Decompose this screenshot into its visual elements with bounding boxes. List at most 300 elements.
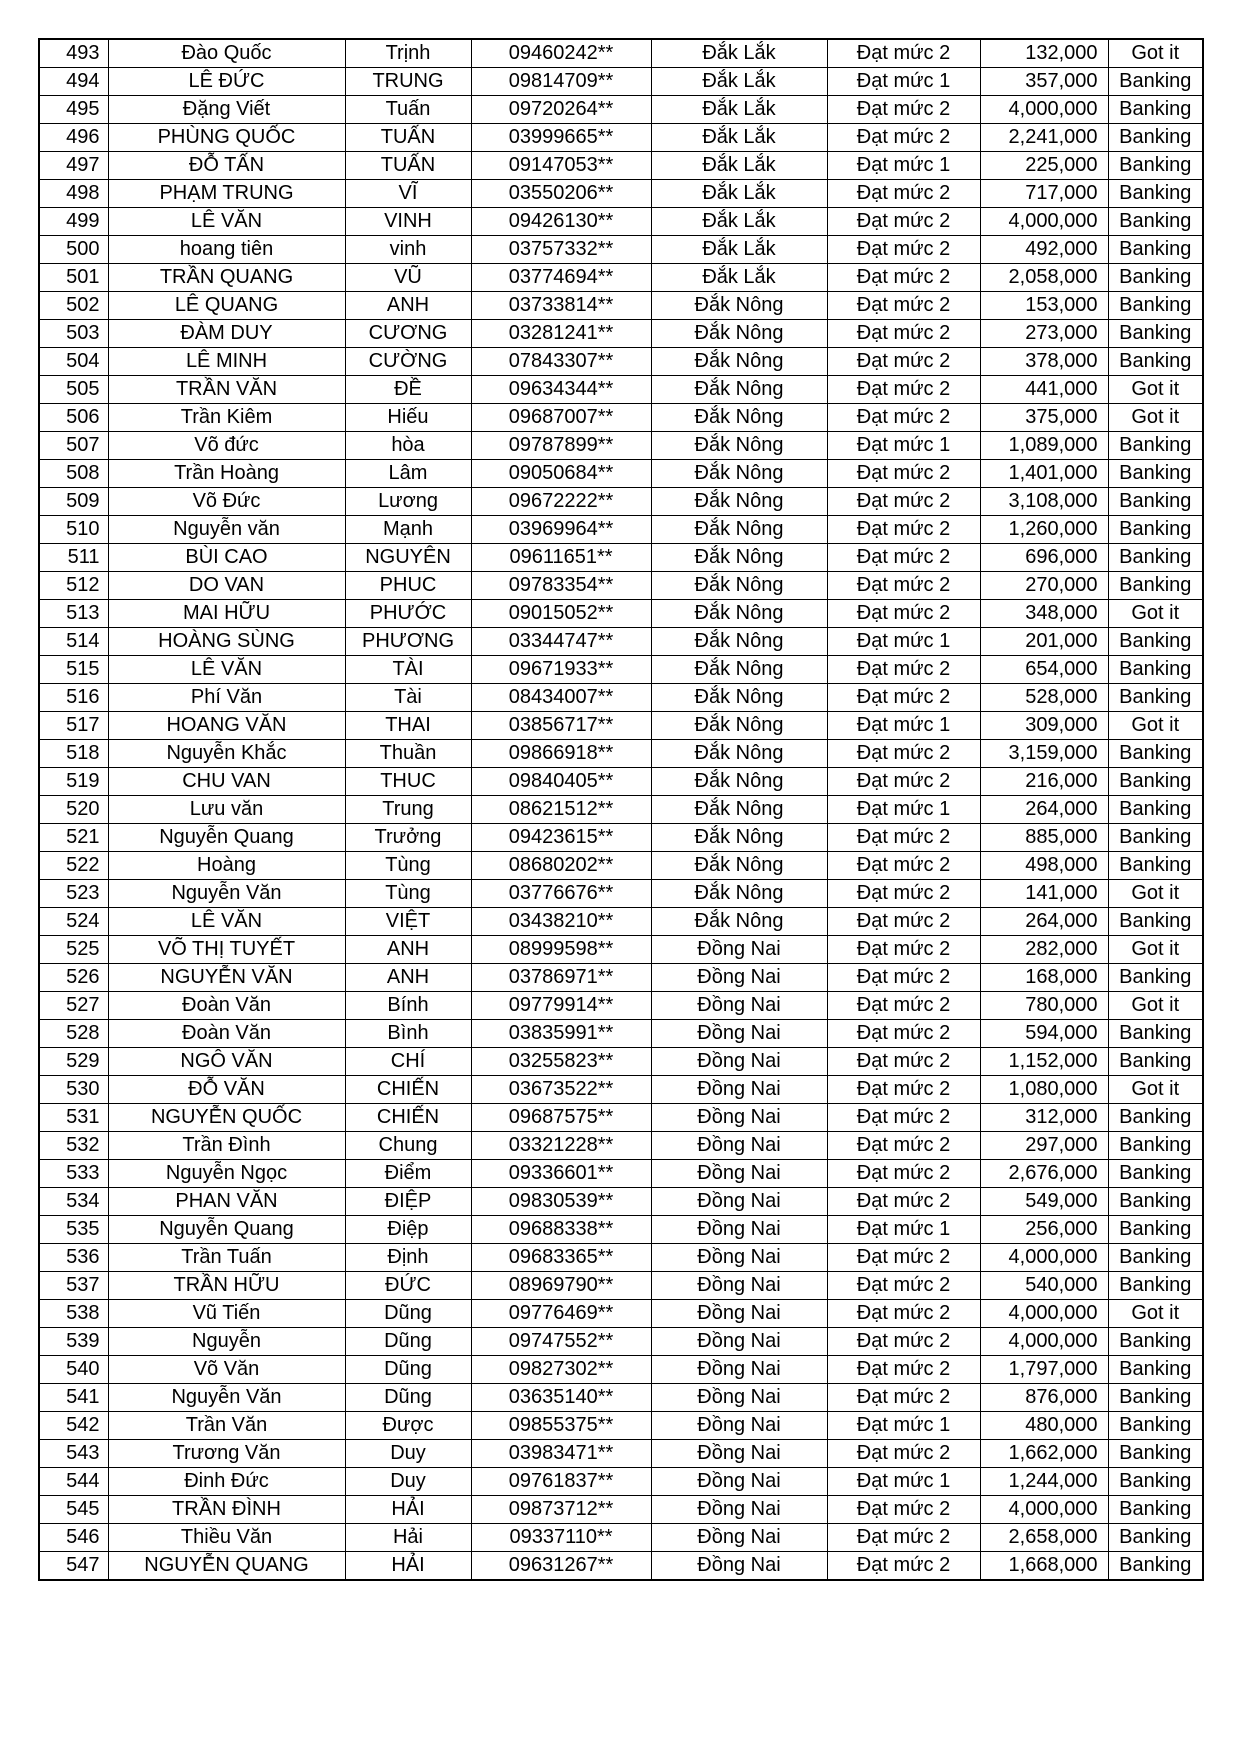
cell-province: Đắk Nông — [651, 768, 827, 796]
table-row — [39, 264, 1203, 292]
cell-row-number: 539 — [39, 1328, 108, 1356]
cell-row-number: 543 — [39, 1440, 108, 1468]
cell-amount: 2,676,000 — [980, 1160, 1108, 1188]
cell-last-middle-name: Nguyễn Quang — [108, 1216, 345, 1244]
cell-amount: 264,000 — [980, 796, 1108, 824]
cell-row-number: 537 — [39, 1272, 108, 1300]
cell-province: Đắk Nông — [651, 572, 827, 600]
cell-first-name: CƯỜNG — [345, 348, 471, 376]
cell-first-name: Trưởng — [345, 824, 471, 852]
cell-last-middle-name: Trần Hoàng — [108, 460, 345, 488]
cell-province: Đồng Nai — [651, 1356, 827, 1384]
cell-prize-level: Đạt mức 2 — [827, 376, 980, 404]
cell-last-middle-name: NGÔ VĂN — [108, 1048, 345, 1076]
table-row — [39, 1244, 1203, 1272]
cell-prize-level: Đạt mức 2 — [827, 124, 980, 152]
cell-province: Đắk Nông — [651, 292, 827, 320]
cell-row-number: 497 — [39, 152, 108, 180]
cell-first-name: ANH — [345, 936, 471, 964]
cell-row-number: 522 — [39, 852, 108, 880]
table-body — [39, 39, 1203, 1580]
cell-last-middle-name: Hoàng — [108, 852, 345, 880]
cell-row-number: 498 — [39, 180, 108, 208]
cell-phone-number: 03999665** — [471, 124, 651, 152]
cell-amount: 168,000 — [980, 964, 1108, 992]
cell-amount: 216,000 — [980, 768, 1108, 796]
cell-last-middle-name: PHÙNG QUỐC — [108, 124, 345, 152]
cell-phone-number: 09423615** — [471, 824, 651, 852]
cell-first-name: vinh — [345, 236, 471, 264]
cell-province: Đắk Nông — [651, 348, 827, 376]
cell-prize-level: Đạt mức 2 — [827, 236, 980, 264]
cell-payment-method: Banking — [1108, 488, 1203, 516]
cell-province: Đắk Nông — [651, 320, 827, 348]
table-row — [39, 376, 1203, 404]
cell-province: Đắk Nông — [651, 404, 827, 432]
cell-payment-method: Banking — [1108, 1188, 1203, 1216]
cell-row-number: 520 — [39, 796, 108, 824]
cell-province: Đắk Nông — [651, 516, 827, 544]
cell-first-name: PHUC — [345, 572, 471, 600]
cell-amount: 264,000 — [980, 908, 1108, 936]
cell-province: Đắk Nông — [651, 908, 827, 936]
cell-phone-number: 09683365** — [471, 1244, 651, 1272]
cell-prize-level: Đạt mức 2 — [827, 180, 980, 208]
cell-row-number: 525 — [39, 936, 108, 964]
cell-province: Đồng Nai — [651, 1384, 827, 1412]
cell-prize-level: Đạt mức 2 — [827, 1300, 980, 1328]
cell-row-number: 545 — [39, 1496, 108, 1524]
cell-phone-number: 03774694** — [471, 264, 651, 292]
cell-payment-method: Banking — [1108, 1496, 1203, 1524]
cell-first-name: Duy — [345, 1468, 471, 1496]
cell-province: Đồng Nai — [651, 1468, 827, 1496]
cell-phone-number: 09672222** — [471, 488, 651, 516]
cell-province: Đắk Lắk — [651, 39, 827, 68]
cell-prize-level: Đạt mức 2 — [827, 1356, 980, 1384]
cell-payment-method: Got it — [1108, 1076, 1203, 1104]
cell-row-number: 511 — [39, 544, 108, 572]
cell-row-number: 502 — [39, 292, 108, 320]
cell-last-middle-name: Võ đức — [108, 432, 345, 460]
cell-payment-method: Banking — [1108, 152, 1203, 180]
table-row — [39, 320, 1203, 348]
cell-amount: 1,244,000 — [980, 1468, 1108, 1496]
cell-phone-number: 03835991** — [471, 1020, 651, 1048]
cell-amount: 1,668,000 — [980, 1552, 1108, 1581]
cell-last-middle-name: MAI HỮU — [108, 600, 345, 628]
cell-row-number: 519 — [39, 768, 108, 796]
cell-amount: 297,000 — [980, 1132, 1108, 1160]
table-row — [39, 628, 1203, 656]
cell-province: Đồng Nai — [651, 1216, 827, 1244]
cell-payment-method: Banking — [1108, 1468, 1203, 1496]
cell-first-name: VIỆT — [345, 908, 471, 936]
cell-prize-level: Đạt mức 2 — [827, 264, 980, 292]
cell-amount: 540,000 — [980, 1272, 1108, 1300]
table-row — [39, 712, 1203, 740]
cell-prize-level: Đạt mức 2 — [827, 1132, 980, 1160]
cell-last-middle-name: hoang tiên — [108, 236, 345, 264]
cell-amount: 309,000 — [980, 712, 1108, 740]
cell-province: Đắk Nông — [651, 376, 827, 404]
cell-payment-method: Banking — [1108, 768, 1203, 796]
cell-row-number: 496 — [39, 124, 108, 152]
cell-row-number: 540 — [39, 1356, 108, 1384]
cell-last-middle-name: PHẠM TRUNG — [108, 180, 345, 208]
cell-first-name: VINH — [345, 208, 471, 236]
cell-first-name: PHƯỚC — [345, 600, 471, 628]
table-row — [39, 1048, 1203, 1076]
cell-amount: 885,000 — [980, 824, 1108, 852]
cell-province: Đắk Nông — [651, 656, 827, 684]
cell-payment-method: Got it — [1108, 712, 1203, 740]
cell-phone-number: 09830539** — [471, 1188, 651, 1216]
cell-last-middle-name: VÕ THỊ TUYẾT — [108, 936, 345, 964]
cell-amount: 1,662,000 — [980, 1440, 1108, 1468]
cell-phone-number: 09747552** — [471, 1328, 651, 1356]
cell-first-name: Dũng — [345, 1300, 471, 1328]
table-row — [39, 1188, 1203, 1216]
cell-row-number: 517 — [39, 712, 108, 740]
cell-row-number: 521 — [39, 824, 108, 852]
table-row — [39, 516, 1203, 544]
table-row — [39, 544, 1203, 572]
cell-last-middle-name: Trần Kiêm — [108, 404, 345, 432]
cell-amount: 3,108,000 — [980, 488, 1108, 516]
cell-phone-number: 03673522** — [471, 1076, 651, 1104]
cell-last-middle-name: LÊ QUANG — [108, 292, 345, 320]
cell-province: Đắk Lắk — [651, 208, 827, 236]
cell-province: Đắk Lắk — [651, 68, 827, 96]
cell-amount: 2,241,000 — [980, 124, 1108, 152]
table-row — [39, 488, 1203, 516]
cell-first-name: HẢI — [345, 1552, 471, 1581]
cell-payment-method: Banking — [1108, 852, 1203, 880]
cell-last-middle-name: ĐÀM DUY — [108, 320, 345, 348]
cell-last-middle-name: Nguyễn văn — [108, 516, 345, 544]
cell-prize-level: Đạt mức 1 — [827, 152, 980, 180]
cell-payment-method: Banking — [1108, 236, 1203, 264]
cell-phone-number: 09688338** — [471, 1216, 651, 1244]
cell-row-number: 495 — [39, 96, 108, 124]
cell-row-number: 518 — [39, 740, 108, 768]
cell-row-number: 508 — [39, 460, 108, 488]
cell-phone-number: 03733814** — [471, 292, 651, 320]
cell-first-name: Tùng — [345, 880, 471, 908]
cell-first-name: Tùng — [345, 852, 471, 880]
cell-first-name: Thuần — [345, 740, 471, 768]
cell-first-name: ĐIỆP — [345, 1188, 471, 1216]
table-row — [39, 796, 1203, 824]
cell-last-middle-name: Đặng Viết — [108, 96, 345, 124]
cell-phone-number: 08680202** — [471, 852, 651, 880]
cell-prize-level: Đạt mức 2 — [827, 1524, 980, 1552]
cell-prize-level: Đạt mức 2 — [827, 96, 980, 124]
cell-prize-level: Đạt mức 2 — [827, 992, 980, 1020]
cell-row-number: 527 — [39, 992, 108, 1020]
cell-row-number: 533 — [39, 1160, 108, 1188]
cell-row-number: 515 — [39, 656, 108, 684]
cell-prize-level: Đạt mức 1 — [827, 796, 980, 824]
cell-amount: 4,000,000 — [980, 208, 1108, 236]
table-row — [39, 852, 1203, 880]
cell-province: Đồng Nai — [651, 1552, 827, 1581]
cell-last-middle-name: Vũ Tiến — [108, 1300, 345, 1328]
table-row — [39, 1412, 1203, 1440]
cell-prize-level: Đạt mức 2 — [827, 908, 980, 936]
cell-province: Đồng Nai — [651, 964, 827, 992]
cell-amount: 654,000 — [980, 656, 1108, 684]
cell-payment-method: Banking — [1108, 124, 1203, 152]
cell-row-number: 547 — [39, 1552, 108, 1581]
cell-payment-method: Banking — [1108, 208, 1203, 236]
cell-last-middle-name: Võ Đức — [108, 488, 345, 516]
cell-payment-method: Got it — [1108, 376, 1203, 404]
cell-province: Đắk Nông — [651, 712, 827, 740]
cell-last-middle-name: DO VAN — [108, 572, 345, 600]
cell-first-name: Tuấn — [345, 96, 471, 124]
cell-row-number: 536 — [39, 1244, 108, 1272]
cell-amount: 153,000 — [980, 292, 1108, 320]
table-row — [39, 908, 1203, 936]
cell-last-middle-name: Nguyễn Ngọc — [108, 1160, 345, 1188]
cell-prize-level: Đạt mức 2 — [827, 572, 980, 600]
cell-row-number: 541 — [39, 1384, 108, 1412]
cell-first-name: Được — [345, 1412, 471, 1440]
cell-amount: 492,000 — [980, 236, 1108, 264]
cell-payment-method: Banking — [1108, 656, 1203, 684]
cell-amount: 141,000 — [980, 880, 1108, 908]
table-row — [39, 824, 1203, 852]
cell-first-name: CƯƠNG — [345, 320, 471, 348]
cell-first-name: Điệp — [345, 1216, 471, 1244]
table-row — [39, 1300, 1203, 1328]
cell-payment-method: Banking — [1108, 264, 1203, 292]
cell-first-name: TUẤN — [345, 152, 471, 180]
cell-province: Đắk Lắk — [651, 236, 827, 264]
cell-prize-level: Đạt mức 2 — [827, 600, 980, 628]
cell-amount: 1,260,000 — [980, 516, 1108, 544]
cell-payment-method: Banking — [1108, 572, 1203, 600]
cell-phone-number: 03550206** — [471, 180, 651, 208]
table-row — [39, 236, 1203, 264]
cell-payment-method: Banking — [1108, 460, 1203, 488]
table-row — [39, 1272, 1203, 1300]
cell-amount: 549,000 — [980, 1188, 1108, 1216]
cell-first-name: Mạnh — [345, 516, 471, 544]
cell-prize-level: Đạt mức 1 — [827, 68, 980, 96]
cell-payment-method: Banking — [1108, 432, 1203, 460]
cell-province: Đắk Lắk — [651, 124, 827, 152]
cell-prize-level: Đạt mức 1 — [827, 712, 980, 740]
cell-first-name: Lương — [345, 488, 471, 516]
cell-prize-level: Đạt mức 2 — [827, 824, 980, 852]
table-row — [39, 39, 1203, 68]
cell-first-name: Dũng — [345, 1356, 471, 1384]
cell-payment-method: Banking — [1108, 544, 1203, 572]
cell-amount: 270,000 — [980, 572, 1108, 600]
cell-payment-method: Banking — [1108, 796, 1203, 824]
cell-amount: 717,000 — [980, 180, 1108, 208]
table-row — [39, 1496, 1203, 1524]
cell-province: Đắk Nông — [651, 432, 827, 460]
cell-first-name: HẢI — [345, 1496, 471, 1524]
cell-phone-number: 09337110** — [471, 1524, 651, 1552]
cell-prize-level: Đạt mức 2 — [827, 292, 980, 320]
cell-amount: 375,000 — [980, 404, 1108, 432]
cell-province: Đắk Nông — [651, 488, 827, 516]
cell-first-name: CHÍ — [345, 1048, 471, 1076]
cell-amount: 1,401,000 — [980, 460, 1108, 488]
cell-payment-method: Banking — [1108, 1216, 1203, 1244]
cell-phone-number: 09460242** — [471, 39, 651, 68]
table-row — [39, 404, 1203, 432]
cell-first-name: hòa — [345, 432, 471, 460]
cell-phone-number: 03438210** — [471, 908, 651, 936]
cell-payment-method: Banking — [1108, 1412, 1203, 1440]
cell-row-number: 531 — [39, 1104, 108, 1132]
cell-phone-number: 07843307** — [471, 348, 651, 376]
cell-last-middle-name: LÊ VĂN — [108, 208, 345, 236]
cell-payment-method: Banking — [1108, 1020, 1203, 1048]
cell-last-middle-name: TRẦN QUANG — [108, 264, 345, 292]
cell-first-name: ĐỀ — [345, 376, 471, 404]
cell-last-middle-name: LÊ ĐỨC — [108, 68, 345, 96]
cell-amount: 348,000 — [980, 600, 1108, 628]
cell-row-number: 503 — [39, 320, 108, 348]
table-row — [39, 1356, 1203, 1384]
cell-amount: 4,000,000 — [980, 1496, 1108, 1524]
cell-phone-number: 03757332** — [471, 236, 651, 264]
cell-payment-method: Banking — [1108, 292, 1203, 320]
cell-payment-method: Got it — [1108, 992, 1203, 1020]
cell-last-middle-name: LÊ VĂN — [108, 908, 345, 936]
cell-prize-level: Đạt mức 2 — [827, 1384, 980, 1412]
cell-prize-level: Đạt mức 1 — [827, 1468, 980, 1496]
cell-row-number: 501 — [39, 264, 108, 292]
cell-amount: 201,000 — [980, 628, 1108, 656]
cell-amount: 273,000 — [980, 320, 1108, 348]
cell-prize-level: Đạt mức 2 — [827, 320, 980, 348]
cell-prize-level: Đạt mức 2 — [827, 1104, 980, 1132]
cell-amount: 357,000 — [980, 68, 1108, 96]
cell-payment-method: Banking — [1108, 1440, 1203, 1468]
cell-phone-number: 09687575** — [471, 1104, 651, 1132]
cell-last-middle-name: Nguyễn Văn — [108, 880, 345, 908]
cell-payment-method: Banking — [1108, 964, 1203, 992]
table-row — [39, 992, 1203, 1020]
cell-province: Đắk Nông — [651, 600, 827, 628]
cell-last-middle-name: Trần Đình — [108, 1132, 345, 1160]
cell-province: Đồng Nai — [651, 1524, 827, 1552]
cell-phone-number: 09873712** — [471, 1496, 651, 1524]
cell-phone-number: 03255823** — [471, 1048, 651, 1076]
cell-phone-number: 09611651** — [471, 544, 651, 572]
table-row — [39, 1076, 1203, 1104]
cell-amount: 2,658,000 — [980, 1524, 1108, 1552]
cell-payment-method: Got it — [1108, 880, 1203, 908]
cell-payment-method: Banking — [1108, 1356, 1203, 1384]
cell-province: Đồng Nai — [651, 1076, 827, 1104]
cell-first-name: Bình — [345, 1020, 471, 1048]
cell-phone-number: 09671933** — [471, 656, 651, 684]
cell-row-number: 506 — [39, 404, 108, 432]
cell-prize-level: Đạt mức 2 — [827, 1020, 980, 1048]
cell-prize-level: Đạt mức 2 — [827, 936, 980, 964]
cell-last-middle-name: PHAN VĂN — [108, 1188, 345, 1216]
cell-phone-number: 09426130** — [471, 208, 651, 236]
cell-amount: 876,000 — [980, 1384, 1108, 1412]
cell-payment-method: Got it — [1108, 936, 1203, 964]
cell-prize-level: Đạt mức 2 — [827, 1160, 980, 1188]
cell-last-middle-name: BÙI CAO — [108, 544, 345, 572]
cell-prize-level: Đạt mức 2 — [827, 516, 980, 544]
cell-first-name: CHIẾN — [345, 1104, 471, 1132]
cell-amount: 4,000,000 — [980, 96, 1108, 124]
cell-payment-method: Banking — [1108, 628, 1203, 656]
cell-province: Đồng Nai — [651, 1188, 827, 1216]
table-row — [39, 348, 1203, 376]
cell-payment-method: Banking — [1108, 740, 1203, 768]
cell-phone-number: 08999598** — [471, 936, 651, 964]
cell-amount: 312,000 — [980, 1104, 1108, 1132]
table-row — [39, 1440, 1203, 1468]
cell-last-middle-name: HOÀNG SÙNG — [108, 628, 345, 656]
table-row — [39, 1160, 1203, 1188]
cell-row-number: 512 — [39, 572, 108, 600]
cell-province: Đắk Nông — [651, 880, 827, 908]
cell-amount: 4,000,000 — [980, 1300, 1108, 1328]
cell-amount: 528,000 — [980, 684, 1108, 712]
cell-phone-number: 09814709** — [471, 68, 651, 96]
cell-phone-number: 09776469** — [471, 1300, 651, 1328]
cell-amount: 4,000,000 — [980, 1244, 1108, 1272]
cell-payment-method: Banking — [1108, 1328, 1203, 1356]
cell-last-middle-name: Thiều Văn — [108, 1524, 345, 1552]
table-row — [39, 152, 1203, 180]
cell-row-number: 532 — [39, 1132, 108, 1160]
cell-last-middle-name: Đoàn Văn — [108, 1020, 345, 1048]
cell-amount: 696,000 — [980, 544, 1108, 572]
cell-row-number: 509 — [39, 488, 108, 516]
cell-last-middle-name: Trương Văn — [108, 1440, 345, 1468]
cell-prize-level: Đạt mức 2 — [827, 684, 980, 712]
cell-prize-level: Đạt mức 2 — [827, 656, 980, 684]
cell-province: Đắk Nông — [651, 740, 827, 768]
cell-last-middle-name: TRẦN HỮU — [108, 1272, 345, 1300]
cell-province: Đồng Nai — [651, 936, 827, 964]
cell-payment-method: Got it — [1108, 1300, 1203, 1328]
cell-province: Đồng Nai — [651, 1132, 827, 1160]
cell-prize-level: Đạt mức 2 — [827, 544, 980, 572]
cell-row-number: 494 — [39, 68, 108, 96]
cell-row-number: 523 — [39, 880, 108, 908]
cell-first-name: Hiếu — [345, 404, 471, 432]
cell-payment-method: Banking — [1108, 180, 1203, 208]
table-row — [39, 684, 1203, 712]
cell-amount: 3,159,000 — [980, 740, 1108, 768]
cell-province: Đắk Lắk — [651, 180, 827, 208]
cell-phone-number: 09631267** — [471, 1552, 651, 1581]
cell-province: Đắk Lắk — [651, 152, 827, 180]
cell-row-number: 516 — [39, 684, 108, 712]
cell-province: Đồng Nai — [651, 1160, 827, 1188]
table-row — [39, 1132, 1203, 1160]
cell-row-number: 526 — [39, 964, 108, 992]
table-row — [39, 936, 1203, 964]
cell-province: Đồng Nai — [651, 1244, 827, 1272]
